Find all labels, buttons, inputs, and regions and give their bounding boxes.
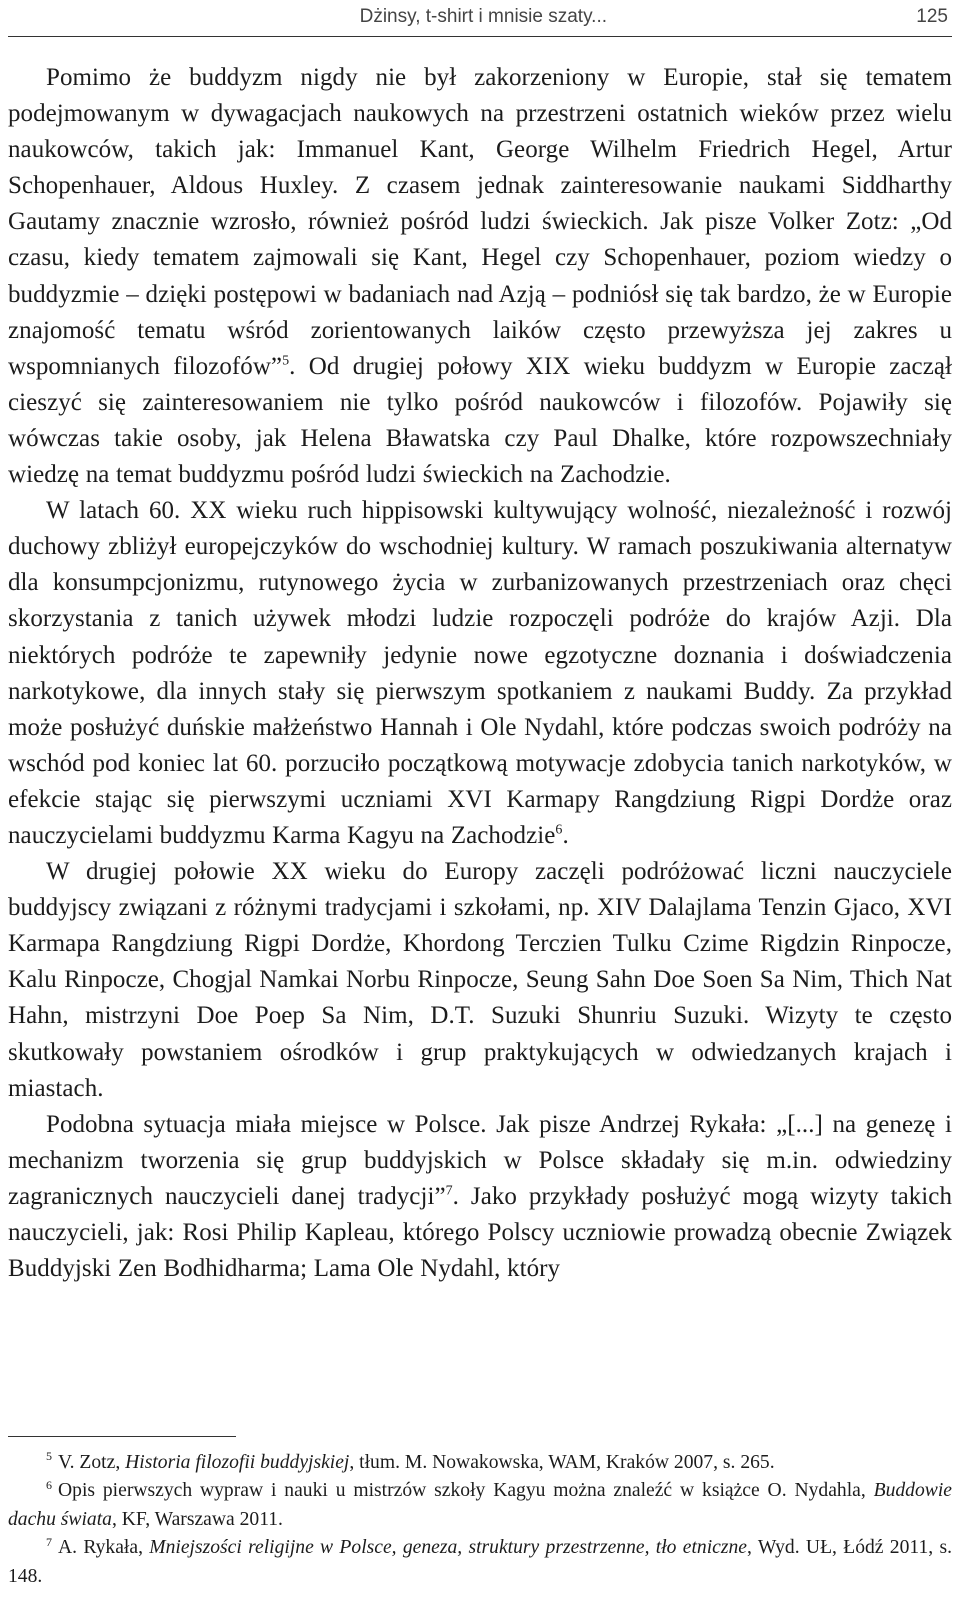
footnote xyxy=(8,1477,952,1534)
footnote-separator xyxy=(8,1436,236,1437)
book-title: Mniejszości religijne w Polsce, geneza, struktury przestrzenne, tło etniczne xyxy=(149,1537,747,1559)
text-run: , Wyd. UŁ, Łódź 2011, s. 148. xyxy=(8,1537,952,1587)
text-run: Podobna sytuacja miała miejsce w Polsce. Jak pisze Andrzej Rykała: „[...] na genezę i mechanizm tworzenia się grup buddyjskich w Polsce składały się m.in. odwiedziny zagranicznych nauczycieli danej tradycji” xyxy=(8,1110,952,1210)
text-run: Pomimo że buddyzm nigdy nie był zakorzeniony w Europie, stał się tematem podejmowanym w dywagacjach naukowych na przestrzeni ostatnich wieków przez wielu naukowców, takich jak: Immanuel Kant, George Wilhelm Friedrich Hegel, Artur Schopenhauer, Aldous Huxley. Z czasem jednak zainteresowanie naukami Siddharthy Gautamy znacznie wzrosło, również pośród ludzi świeckich. Jak pisze Volker Zotz: „Od czasu, kiedy tematem zajmowali się Kant, Hegel czy Schopenhauer, poziom wiedzy o buddyzmie – dzięki postępowi w badaniach nad Azją – podniósł się tak bardzo, że w Europie znajomość tematu wśród zorientowanych laików często przewyższa jej zakres u wspomnianych filozofów” xyxy=(8,64,952,380)
paragraph xyxy=(8,493,952,854)
footnote-reference[interactable]: 7 xyxy=(445,1183,453,1199)
footnote-number: 6 xyxy=(46,1477,52,1492)
text-run: . Jako przykłady posłużyć mogą wizyty takich nauczycieli, jak: Rosi Philip Kapleau, którego Polscy uczniowie prowadzą obecnie Związek Buddyjski Zen Bodhidharma; Lama Ole Nydahl, który xyxy=(8,1182,952,1283)
text-run: A. Rykała, xyxy=(58,1537,150,1559)
text-run: . Od drugiej połowy XIX wieku buddyzm w Europie zaczął cieszyć się zainteresowaniem nie tylko pośród naukowców i filozofów. Pojawiły się wówczas takie osoby, jak Helena Bławatska czy Paul Dhalke, które rozpowszechniały wiedzę na temat buddyzmu pośród ludzi świeckich na Zachodzie. xyxy=(8,352,952,489)
text-run: . xyxy=(562,821,569,849)
text-run: , KF, Warszawa 2011. xyxy=(111,1508,283,1530)
text-run: W drugiej połowie XX wieku do Europy zaczęli podróżować liczni nauczyciele buddyjscy związani z różnymi tradycjami i szkołami, np. XIV Dalajlama Tenzin Gjaco, XVI Karmapa Rangdziung Rigpi Dordże, Khordong Terczien Tulku Czime Rigdzin Rinpocze, Kalu Rinpocze, Chogjal Namkai Norbu Rinpocze, Seung Sahn Doe Soen Sa Nim, Thich Nat Hahn, mistrzyni Doe Poep Sa Nim, D.T. Suzuki Shunriu Suzuki. Wizyty te często skutkowały powstaniem ośrodków i grup praktykujących w odwiedzanych krajach i miastach. xyxy=(8,858,952,1102)
book-title: Historia filozofii buddyjskiej xyxy=(125,1452,350,1473)
footnote-number: 5 xyxy=(46,1449,52,1464)
paragraph xyxy=(8,854,952,1107)
book-title: Buddowie dachu świata xyxy=(8,1480,952,1530)
footnotes xyxy=(8,1449,952,1591)
text-run: V. Zotz, xyxy=(58,1452,126,1473)
page-number: 125 xyxy=(916,6,948,27)
running-header xyxy=(8,0,952,37)
footnote-number: 7 xyxy=(46,1534,52,1549)
footnote-reference[interactable]: 5 xyxy=(282,353,290,369)
footnote-reference[interactable]: 6 xyxy=(555,822,563,838)
text-run: , tłum. M. Nowakowska, WAM, Kraków 2007, s. 265. xyxy=(349,1452,775,1473)
footnote xyxy=(8,1534,952,1591)
text-run: W latach 60. XX wieku ruch hippisowski kultywujący wolność, niezależność i rozwój duchowy zbliżył europejczyków do wschodniej kultury. W ramach poszukiwania alternatyw dla konsumpcjonizmu, rutynowego życia w zurbanizowanych przestrzeniach oraz chęci skorzystania z tanich używek młodzi ludzie rozpoczęli podróże do krajów Azji. Dla niektórych podróże te zapewniły jedynie nowe egzotyczne doznania i doświadczenia narkotykowe, dla innych stały się pierwszym spotkaniem z naukami Buddy. Za przykład może posłużyć duńskie małżeństwo Hannah i Ole Nydahl, które podczas swoich podróży na wschód pod koniec lat 60. porzuciło początkową motywacje zdobycia tanich narkotyków, w efekcie stając się pierwszymi uczniami XVI Karmapy Rangdziung Rigpi Dordże oraz nauczycielami buddyzmu Karma Kagyu na Zachodzie xyxy=(8,497,952,849)
paragraph xyxy=(8,60,952,493)
paragraph xyxy=(8,1107,952,1287)
running-title: Dżinsy, t-shirt i mnisie szaty... xyxy=(359,6,607,27)
footnote xyxy=(8,1449,952,1477)
body-text xyxy=(8,60,952,1287)
text-run: Opis pierwszych wypraw i nauki u mistrzów szkoły Kagyu można znaleźć w książce O. Nydahla, xyxy=(58,1480,874,1502)
